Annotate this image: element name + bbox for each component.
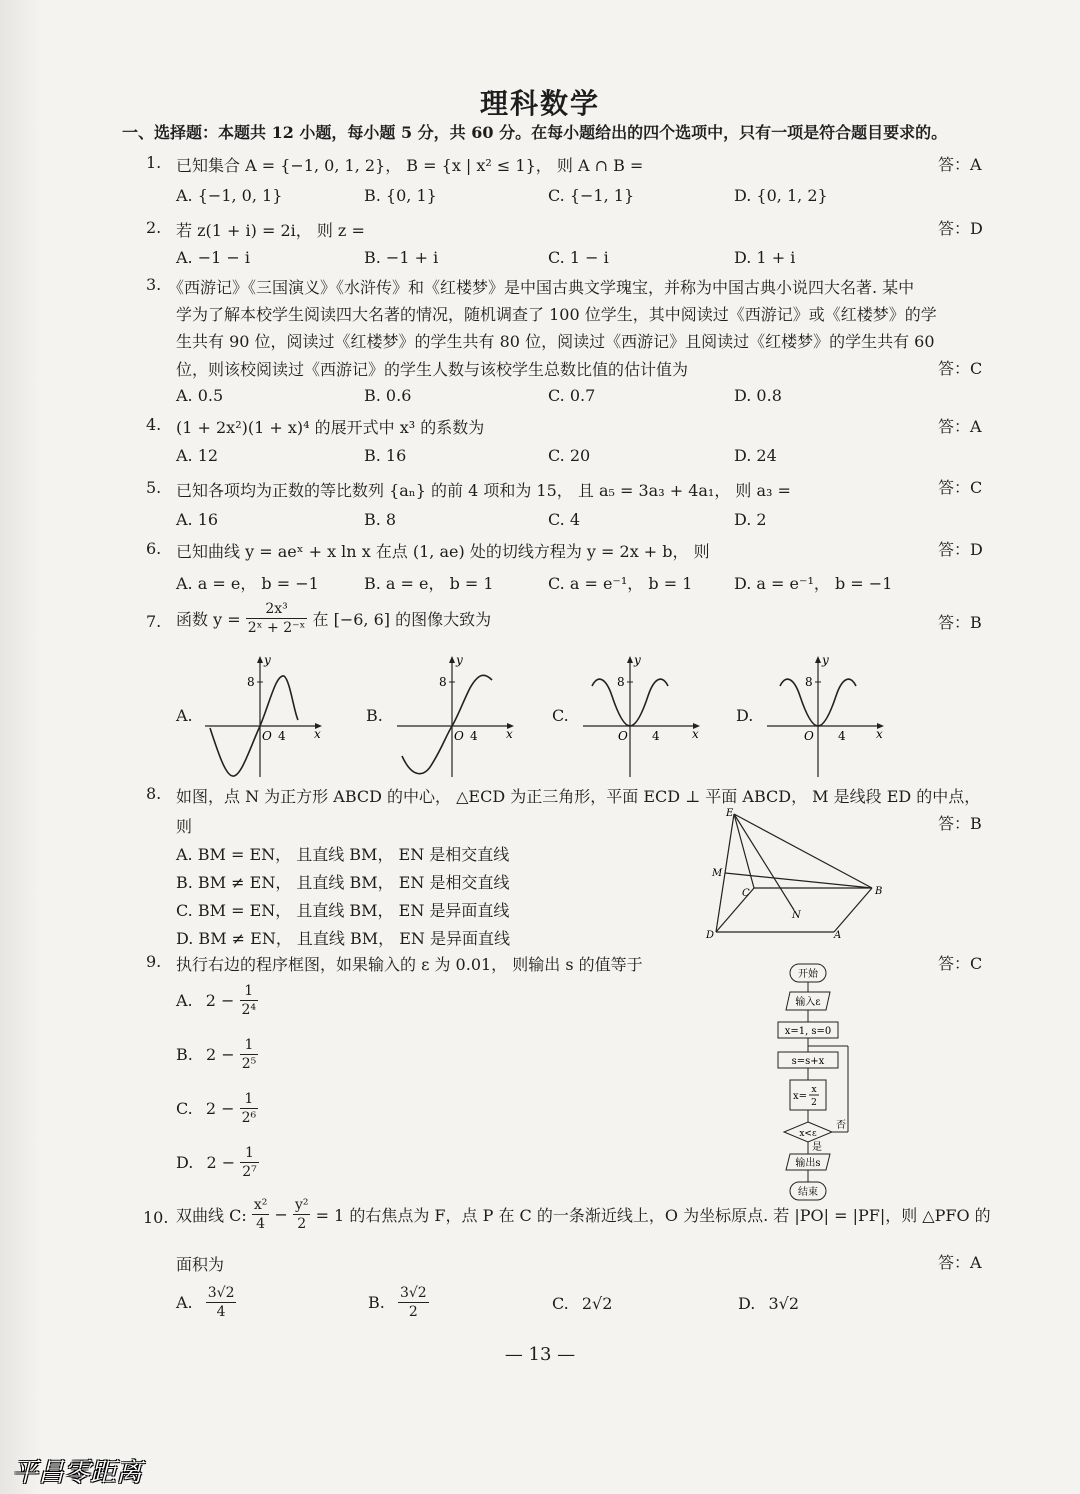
question-number: 7. [146,612,162,631]
option-a: A. −1 − i [176,248,251,267]
question-number: 5. [146,478,162,497]
answer: 答：B [938,814,982,833]
svg-text:8: 8 [439,675,447,689]
answer: 答：A [938,1253,982,1272]
svg-text:y: y [264,653,271,667]
svg-text:是: 是 [812,1142,822,1153]
option-b: B. 2 − $\frac{1}{\text{2⁵}}$ [176,1037,257,1072]
answer: 答：A [938,417,982,436]
option-d: D. 3√2 [738,1294,799,1313]
svg-text:y: y [822,653,829,667]
option-c: C. BM = EN， 且直线 BM， EN 是异面直线 [176,901,510,920]
answer: 答：D [938,219,983,238]
question-number: 8. [146,784,162,803]
option-b: B. −1 + i [364,248,439,267]
page-edge [0,0,40,1494]
option-d: D. 24 [734,446,777,465]
question-number: 2. [146,218,162,237]
option-d: D. 0.8 [734,386,782,405]
svg-text:8: 8 [805,675,813,689]
svg-text:D: D [706,930,715,941]
option-b: B. 0.6 [364,386,412,405]
svg-text:开始: 开始 [798,969,818,980]
question-text-line-2: 学为了解本校学生阅读四大名著的情况，随机调查了 100 位学生，其中阅读过《西游记》或《红楼梦》的学 [176,305,937,324]
question-text: 函数 y = $\frac{\text{2x³}}{\text{2ˣ + 2⁻ˣ}}$ 在 [−6, 6] 的图像大致为 [176,601,492,636]
svg-text:A: A [834,930,842,941]
question-text-line-2: 则 [176,817,193,836]
graph-b [392,652,522,782]
option-d: D. a = e⁻¹， b = −1 [734,574,893,593]
question-text: (1 + 2x²)(1 + x)⁴ 的展开式中 x³ 的系数为 [176,418,485,437]
svg-text:x=: x= [792,1091,808,1102]
answer: 答：A [938,155,982,174]
option-b: B. [366,706,383,725]
answer: 答：C [938,954,983,973]
option-c: C. 0.7 [548,386,596,405]
question-number: 9. [146,952,162,971]
option-b: B. a = e， b = 1 [364,574,494,593]
svg-text:B: B [875,886,883,897]
page-title: 理科数学 [479,87,600,120]
svg-text:结束: 结束 [798,1187,818,1198]
option-c: C. a = e⁻¹， b = 1 [548,574,693,593]
option-c: C. 2√2 [552,1294,613,1313]
option-a: A. [176,706,193,725]
question-number: 3. [146,275,162,294]
question-text-line-4: 位，则该校阅读过《西游记》的学生人数与该校学生总数比值的估计值为 [176,360,689,379]
option-a: A. $\frac{3√2}{4}$ [176,1285,235,1320]
option-c: C. 20 [548,446,591,465]
option-d: D. [736,706,754,725]
watermark: 平昌零距离 [12,1458,143,1488]
graph-c [578,652,708,782]
option-c: C. 4 [548,510,581,529]
option-b: B. {0, 1} [364,186,437,205]
svg-text:x<ε: x<ε [799,1129,817,1139]
svg-text:输入ε: 输入ε [795,997,821,1008]
svg-text:8: 8 [247,675,255,689]
answer: 答：C [938,359,983,378]
option-d: D. 1 + i [734,248,796,267]
svg-text:x: x [314,727,321,741]
svg-text:输出s: 输出s [795,1158,821,1169]
section-heading: 一、选择题：本题共 12 小题，每小题 5 分，共 60 分。在每小题给出的四个选项中，只有一项是符合题目要求的。 [122,123,948,142]
option-a: A. 16 [176,510,219,529]
answer: 答：B [938,613,982,632]
question-text-line-3: 生共有 90 位，阅读过《红楼梦》的学生共有 80 位，阅读过《西游记》且阅读过《红楼梦》的学生共有 60 [176,332,935,351]
svg-text:s=s+x: s=s+x [791,1056,825,1067]
option-a: A. 2 − $\frac{1}{\text{2⁴}}$ [176,983,257,1018]
svg-text:4: 4 [278,729,286,743]
option-a: A. 12 [176,446,219,465]
svg-text:2: 2 [811,1098,817,1108]
svg-text:x: x [506,727,513,741]
option-c: C. {−1, 1} [548,186,635,205]
question-text: 已知各项均为正数的等比数列 {aₙ} 的前 4 项和为 15， 且 a₅ = 3a₃ + 4a₁， 则 a₃ = [176,481,791,500]
svg-text:4: 4 [652,729,660,743]
svg-text:8: 8 [617,675,625,689]
option-a: A. BM = EN， 且直线 BM， EN 是相交直线 [176,845,510,864]
flowchart [770,960,870,1206]
option-c: C. [552,706,569,725]
svg-text:O: O [454,729,464,743]
question-text-line-1: 如图，点 N 为正方形 ABCD 的中心， △ECD 为正三角形，平面 ECD ⊥ 平面 ABCD， M 是线段 ED 的中点， [176,787,981,806]
svg-text:x=1, s=0: x=1, s=0 [784,1026,832,1037]
svg-text:O: O [262,729,272,743]
answer: 答：C [938,478,983,497]
svg-text:M: M [712,868,723,879]
svg-text:E: E [726,808,734,819]
answer: 答：D [938,540,983,559]
question-text-line-1: 《西游记》《三国演义》《水浒传》和《红楼梦》是中国古典文学瑰宝，并称为中国古典小说四大名著. 某中 [168,278,915,297]
option-c: C. 1 − i [548,248,609,267]
option-c: C. 2 − $\frac{1}{\text{2⁶}}$ [176,1091,257,1126]
svg-text:否: 否 [836,1120,846,1131]
question-number: 4. [146,415,162,434]
svg-text:x: x [811,1085,817,1095]
graph-a [200,652,330,782]
option-d: D. {0, 1, 2} [734,186,828,205]
option-a: A. a = e， b = −1 [176,574,319,593]
question-text-line-2: 面积为 [176,1255,225,1274]
option-d: D. 2 − $\frac{1}{\text{2⁷}}$ [176,1145,257,1180]
svg-text:y: y [634,653,641,667]
question-text: 已知曲线 y = aeˣ + x ln x 在点 (1, ae) 处的切线方程为 y = 2x + b， 则 [176,542,710,561]
question-text: 若 z(1 + i) = 2i， 则 z = [176,221,365,240]
option-a: A. {−1, 0, 1} [176,186,283,205]
page-number: — 13 — [504,1344,576,1365]
question-number: 1. [146,153,162,172]
option-b: B. 16 [364,446,407,465]
question-number: 10. [143,1208,169,1227]
question-text: 双曲线 C: $\frac{\text{x²}}{4}$ − $\frac{\text{y²}}{2}$ = 1 的右焦点为 F，点 P 在 C 的一条渐近线上，O 为坐标原点. 若 |PO| = |PF|，则 △PFO 的 [176,1197,991,1232]
question-text: 执行右边的程序框图，如果输入的 ε 为 0.01， 则输出 s 的值等于 [176,955,643,974]
graph-d [762,652,892,782]
svg-text:C: C [742,888,750,899]
option-d: D. 2 [734,510,767,529]
geometry-figure [700,804,900,944]
svg-text:O: O [804,729,814,743]
svg-text:4: 4 [838,729,846,743]
question-text: 已知集合 A = {−1, 0, 1, 2}， B = {x | x² ≤ 1}， 则 A ∩ B = [176,156,644,175]
option-d: D. BM ≠ EN， 且直线 BM， EN 是异面直线 [176,929,510,948]
svg-text:4: 4 [470,729,478,743]
question-number: 6. [146,539,162,558]
svg-text:x: x [876,727,883,741]
option-a: A. 0.5 [176,386,224,405]
svg-text:x: x [692,727,699,741]
svg-text:O: O [618,729,628,743]
svg-text:y: y [456,653,463,667]
option-b: B. $\frac{3√2}{2}$ [368,1285,427,1320]
option-b: B. 8 [364,510,397,529]
option-b: B. BM ≠ EN， 且直线 BM， EN 是相交直线 [176,873,510,892]
svg-text:N: N [792,910,801,921]
